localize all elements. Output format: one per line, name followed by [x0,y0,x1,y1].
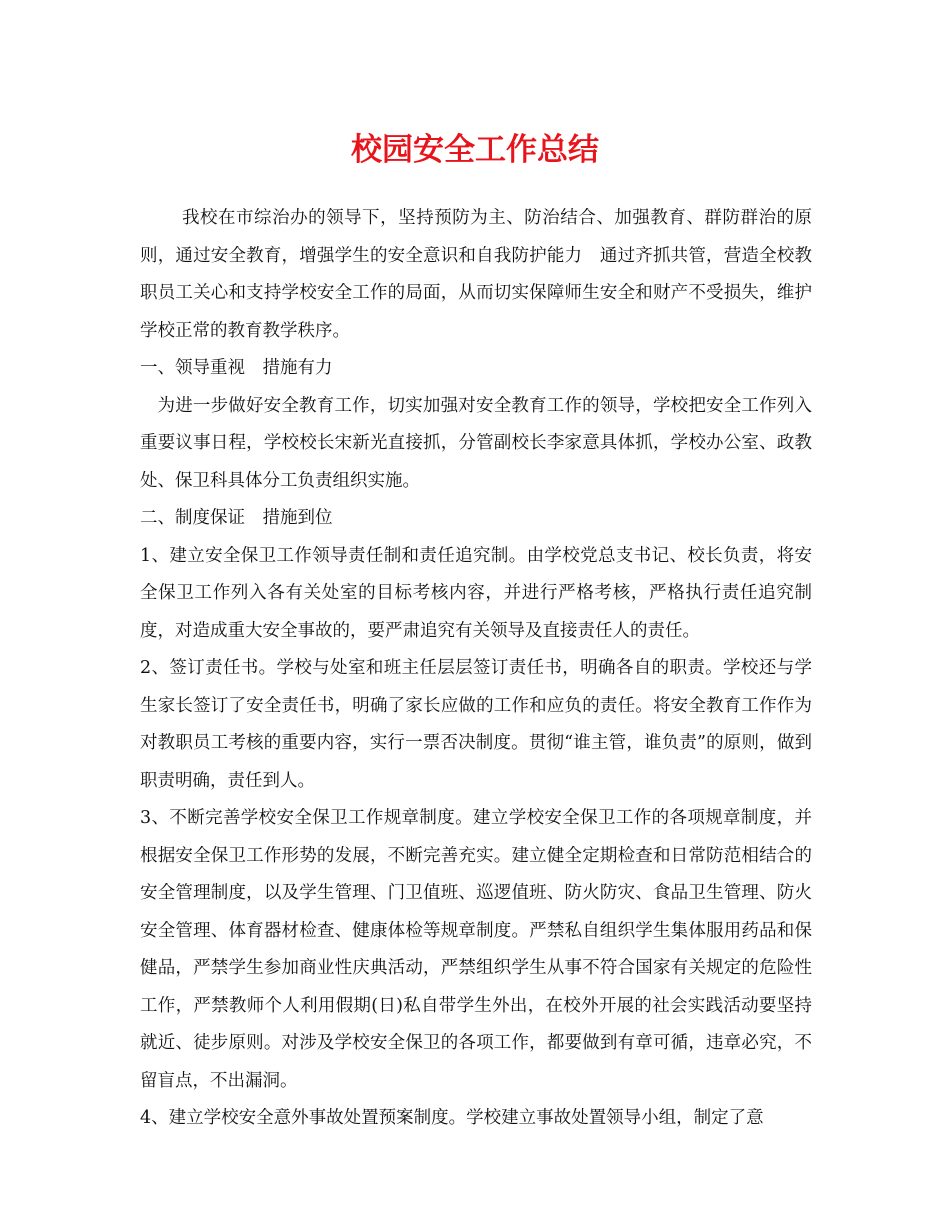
section-2-item-4: 4、建立学校安全意外事故处置预案制度。学校建立事故处置领导小组，制定了意 [140,1108,764,1128]
section-2-item-3: 3、不断完善学校安全保卫工作规章制度。建立学校安全保卫工作的各项规章制度，并根据安全保卫工作形势的发展，不断完善充实。建立健全定期检查和日常防范相结合的安全管理制度，以及学生管理、门卫值班、巡逻值班、防火防灾、食品卫生管理、防火安全管理、体育器材检查、健康体检等规章制度。严禁私自组织学生集体服用药品和保健品，严禁学生参加商业性庆典活动，严禁组织学生从事不符合国家有关规定的危险性工作，严禁教师个人利用假期(日)私自带学生外出，在校外开展的社会实践活动要坚持就近、徒步原则。对涉及学校安全保卫的各项工作，都要做到有章可循，违章必究，不留盲点，不出漏洞。 [140,808,812,1091]
document-body [140,200,812,1138]
section-1-paragraph: 为进一步做好安全教育工作，切实加强对安全教育工作的领导，学校把安全工作列入重要议事日程，学校校长宋新光直接抓，分管副校长李家意具体抓，学校办公室、政教处、保卫科具体分工负责组织实施。 [140,395,812,491]
section-2-item-2: 2、签订责任书。学校与处室和班主任层层签订责任书，明确各自的职责。学校还与学生家长签订了安全责任书，明确了家长应做的工作和应负的责任。将安全教育工作作为对教职员工考核的重要内容，实行一票否决制度。贯彻“谁主管，谁负责”的原则，做到职责明确，责任到人。 [140,658,812,791]
document-title: 校园安全工作总结 [351,132,599,168]
intro-paragraph: 我校在市综治办的领导下，坚持预防为主、防治结合、加强教育、群防群治的原则，通过安全教育，增强学生的安全意识和自我防护能力 通过齐抓共管，营造全校教职员工关心和支持学校安全工作的局面，从而切实保障师生安全和财产不受损失，维护学校正常的教育教学秩序。 [140,208,812,341]
section-2-item-1: 1、建立安全保卫工作领导责任制和责任追究制。由学校党总支书记、校长负责，将安全保卫工作列入各有关处室的目标考核内容，并进行严格考核，严格执行责任追究制度，对造成重大安全事故的，要严肃追究有关领导及直接责任人的责任。 [140,545,812,641]
section-2-heading: 二、制度保证 措施到位 [140,508,333,528]
section-1-heading: 一、领导重视 措施有力 [140,358,333,378]
